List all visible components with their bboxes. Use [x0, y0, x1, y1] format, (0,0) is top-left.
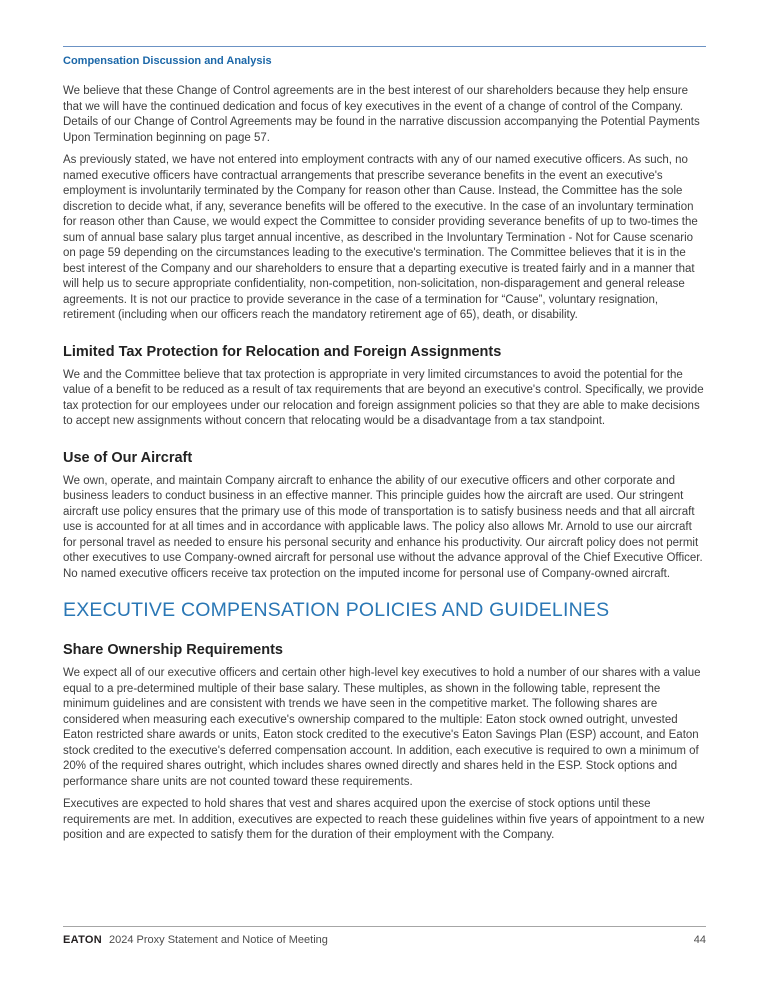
- intro-paragraph-1: We believe that these Change of Control agreements are in the best interest of our shareholders because they help ensure that we will have the continued dedication and focus of key executives in the event of a change of control of the Company. Details of our Change of Control Agreements may be found in the narrative discussion accompanying the Potential Payments Upon Termination beginning on page 57.: [63, 85, 700, 144]
- page-content: [63, 0, 706, 844]
- tax-protection-paragraph: We and the Committee believe that tax protection is appropriate in very limited circumstances to avoid the potential for the value of a benefit to be reduced as a result of tax requirements that are beyond an executive's control. Specifically, we provide tax protection for our employees under our relocation and foreign assignment policies so that they are able to make decisions to accept new assignments without concern that relocating would be a disadvantage from a tax standpoint.: [63, 368, 704, 427]
- header-rule: [63, 46, 706, 47]
- share-ownership-paragraph-1: We expect all of our executive officers and certain other high-level key executives to hold a number of our shares with a value equal to a pre-determined multiple of their base salary. These multiples, as shown in the following table, represent the minimum guidelines and are consistent with trends we have seen in the competitive market. The following shares are considered when measuring each executive's ownership compared to the multiple: Eaton stock owned outright, unvested Eaton restricted share awards or units, Eaton stock credited to the executive's Eaton Savings Plan (ESP) account, and Eaton stock credited to the executive's deferred compensation account. In addition, each executive is required to own a minimum of 20% of the required shares outright, which includes shares owned directly and shares held in the ESP. Stock options and performance share units are not counted toward these requirements.: [63, 667, 701, 788]
- footer-brand: EATON: [63, 934, 102, 946]
- document-header-label: Compensation Discussion and Analysis: [63, 55, 272, 67]
- footer-page-number: 44: [693, 934, 706, 946]
- footer-document-title: 2024 Proxy Statement and Notice of Meeting: [109, 934, 328, 946]
- section-heading-share-ownership: Share Ownership Requirements: [63, 642, 283, 658]
- aircraft-paragraph: We own, operate, and maintain Company aircraft to enhance the ability of our executive officers and other corporate and business leaders to conduct business in an effective manner. This principle guides how the aircraft are used. Our stringent aircraft use policy ensures that the primary use of this mode of transportation is to satisfy business needs and that all aircraft use is accounted for at all times and in accordance with applicable laws. The policy also allows Mr. Arnold to use our aircraft for personal travel as needed to ensure his personal security and enhance his productivity. Our aircraft policy does not permit other executives to use Company-owned aircraft for personal use without the advance approval of the Chief Executive Officer. No named executive officers receive tax protection on the imputed income for personal use of Company-owned aircraft.: [63, 474, 703, 580]
- share-ownership-paragraph-2: Executives are expected to hold shares that vest and shares acquired upon the exercise of stock options until these requirements are met. In addition, executives are expected to reach these guidelines within five years of appointment to a new position and are expected to satisfy them for the duration of their employment with the Company.: [63, 798, 705, 841]
- major-heading-executive-compensation: EXECUTIVE COMPENSATION POLICIES AND GUIDELINES: [63, 599, 610, 621]
- section-heading-aircraft: Use of Our Aircraft: [63, 449, 193, 466]
- section-heading-tax-protection: Limited Tax Protection for Relocation and Foreign Assignments: [63, 343, 502, 360]
- page-footer: [63, 926, 706, 947]
- intro-paragraph-2: As previously stated, we have not entered into employment contracts with any of our named executive officers. As such, no named executive officers have contractual arrangements that prescribe severance benefits in the event an executive's employment is involuntarily terminated by the Company for reason other than Cause. Instead, the Committee has the sole discretion to decide what, if any, severance benefits will be offered to the executive. In the case of an involuntary termination for reason other than Cause, we would expect the Committee to consider providing severance benefits of up to two-times the sum of annual base salary plus target annual incentive, as described in the Involuntary Termination - Not for Cause scenario on page 59 depending on the circumstances leading to the executive's termination. The Committee believes that it is in the best interest of the Company and our shareholders to ensure that a departing executive is treated fairly and in a manner that will help us to secure appropriate confidentiality, non-competition, non-solicitation, non-disparagement and general release agreements. It is not our practice to provide severance in the case of a termination for “Cause”, voluntary resignation, retirement (including when our officers reach the mandatory retirement age of 65), death, or disability.: [63, 154, 698, 321]
